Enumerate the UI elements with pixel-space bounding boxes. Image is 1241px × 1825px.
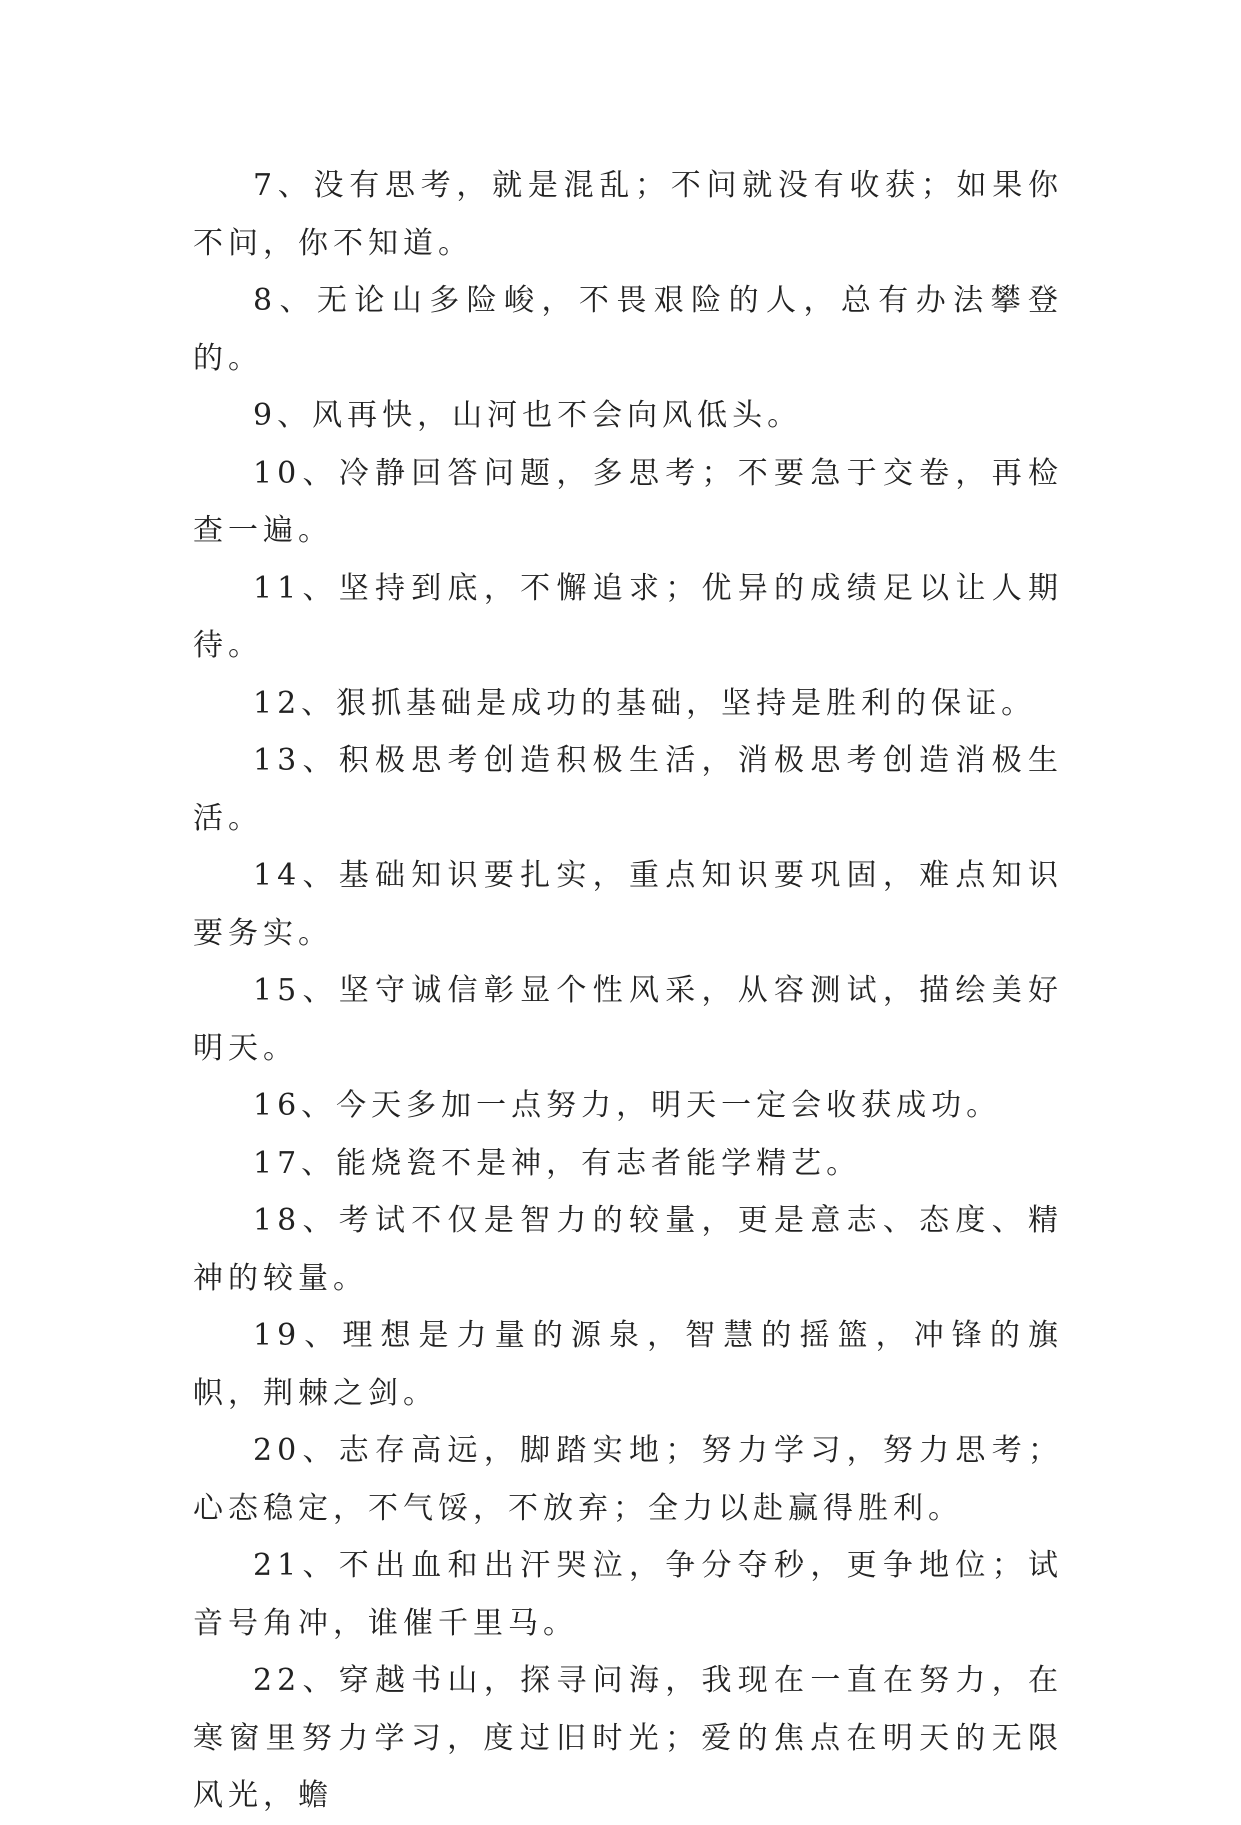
document-body <box>193 157 1063 1825</box>
paragraph-18: 18、考试不仅是智力的较量，更是意志、态度、精神的较量。 <box>193 1203 1063 1296</box>
paragraph-12: 12、狠抓基础是成功的基础，坚持是胜利的保证。 <box>253 685 1037 721</box>
paragraph-15: 15、坚守诚信彰显个性风采，从容测试，描绘美好明天。 <box>193 973 1063 1066</box>
paragraph-19: 19、理想是力量的源泉，智慧的摇篮，冲锋的旗帜，荆棘之剑。 <box>193 1318 1063 1411</box>
paragraph-14: 14、基础知识要扎实，重点知识要巩固，难点知识要务实。 <box>193 858 1063 951</box>
paragraph-21: 21、不出血和出汗哭泣，争分夺秒，更争地位；试音号角冲，谁催千里马。 <box>193 1548 1063 1641</box>
paragraph-7: 7、没有思考，就是混乱；不问就没有收获；如果你不问，你不知道。 <box>193 168 1063 261</box>
paragraph-13: 13、积极思考创造积极生活，消极思考创造消极生活。 <box>193 743 1063 836</box>
paragraph-11: 11、坚持到底，不懈追求；优异的成绩足以让人期待。 <box>193 570 1063 663</box>
paragraph-20: 20、志存高远，脚踏实地；努力学习，努力思考；心态稳定，不气馁，不放弃；全力以赴赢得胜利。 <box>193 1433 1063 1526</box>
paragraph-8: 8、无论山多险峻，不畏艰险的人，总有办法攀登的。 <box>193 283 1063 376</box>
paragraph-16: 16、今天多加一点努力，明天一定会收获成功。 <box>253 1088 1002 1123</box>
paragraph-17: 17、能烧瓷不是神，有志者能学精艺。 <box>253 1145 862 1181</box>
paragraph-10: 10、冷静回答问题，多思考；不要急于交卷，再检查一遍。 <box>193 455 1063 548</box>
paragraph-22: 22、穿越书山，探寻问海，我现在一直在努力，在寒窗里努力学习，度过旧时光；爱的焦点在明天的无限风光，蟾 <box>193 1663 1063 1813</box>
paragraph-9: 9、风再快，山河也不会向风低头。 <box>253 398 803 433</box>
